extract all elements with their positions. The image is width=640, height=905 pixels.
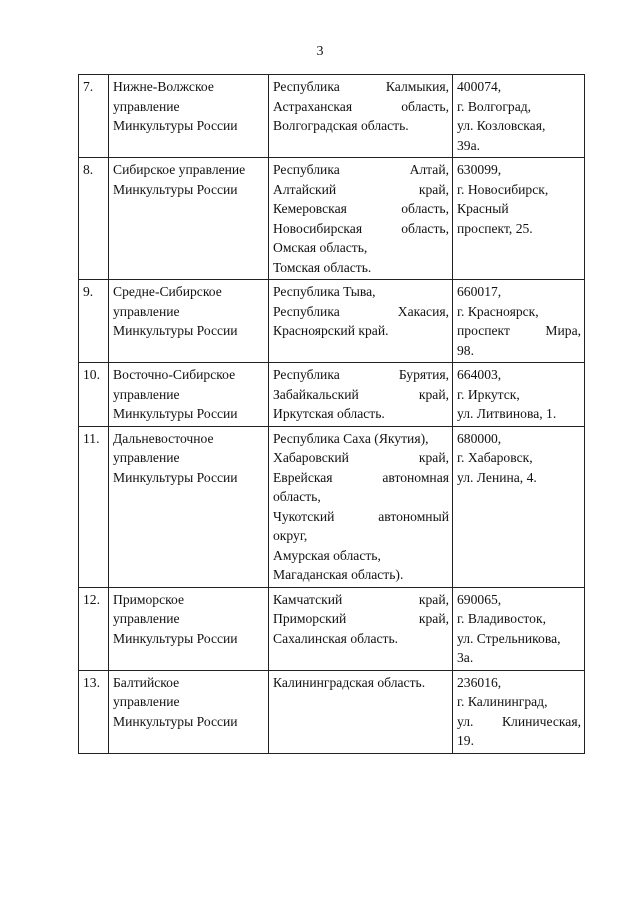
region-line: Хабаровский край, (273, 450, 449, 465)
address-line: 3а. (457, 650, 474, 665)
address-cell (453, 363, 585, 427)
department-name-line: Нижне-Волжское (113, 79, 214, 94)
address-line: 98. (457, 342, 474, 358)
region-line: Амурская область, (273, 547, 381, 563)
region-line: Республика Тыва, (273, 284, 376, 299)
region-line: Чукотский автономный (273, 508, 449, 524)
address-line: г. Калининград, (457, 694, 548, 709)
department-name-line: Средне-Сибирское (113, 284, 222, 299)
region-line: Иркутская область. (273, 406, 385, 421)
region-line: Камчатский край, (273, 591, 449, 607)
department-name (109, 158, 269, 280)
region-line: Калининградская область. (273, 674, 426, 690)
address-line: 400074, (457, 79, 502, 94)
address-cell (453, 75, 585, 158)
department-name-line: Минкультуры России (113, 713, 238, 729)
address-line: проспект Мира, (457, 323, 581, 338)
department-name-line: управление (113, 386, 180, 402)
region-line: Алтайский край, (273, 181, 449, 197)
region-line: Республика Алтай, (273, 162, 449, 177)
table-row (79, 280, 585, 363)
department-name (109, 587, 269, 670)
address-line: ул. Стрельникова, (457, 630, 561, 646)
address-cell (453, 670, 585, 753)
region-line: Волгоградская область. (273, 118, 409, 133)
department-name-line: управление (113, 611, 180, 626)
table-body (79, 75, 585, 754)
regions-cell (269, 670, 453, 753)
department-name (109, 280, 269, 363)
regions-cell (269, 75, 453, 158)
table-row (79, 158, 585, 280)
address-cell (453, 158, 585, 280)
regions-cell (269, 426, 453, 587)
table-row (79, 587, 585, 670)
departments-table (78, 74, 585, 754)
department-name-line: управление (113, 98, 180, 114)
address-line: г. Волгоград, (457, 98, 532, 114)
regions-cell (269, 280, 453, 363)
address-line: ул. Ленина, 4. (457, 469, 537, 485)
row-number: 8. (79, 158, 109, 280)
region-line: Омская область, (273, 240, 368, 255)
region-line: Приморский край, (273, 611, 449, 626)
address-cell (453, 426, 585, 587)
address-line: 690065, (457, 591, 502, 607)
address-line: 236016, (457, 674, 502, 690)
row-number: 7. (79, 75, 109, 158)
address-line: 39а. (457, 137, 481, 153)
address-line: г. Красноярск, (457, 303, 539, 319)
region-line: Республика Калмыкия, (273, 79, 449, 94)
regions-cell (269, 363, 453, 427)
address-line: ул. Литвинова, 1. (457, 406, 557, 421)
department-name (109, 426, 269, 587)
department-name-line: Сибирское управление (113, 162, 246, 177)
address-line: г. Новосибирск, (457, 181, 549, 197)
address-line: Красный (457, 201, 509, 216)
address-line: 664003, (457, 367, 502, 382)
department-name-line: Минкультуры России (113, 630, 238, 646)
region-line: область, (273, 489, 321, 504)
address-cell (453, 587, 585, 670)
address-line: 680000, (457, 430, 502, 446)
address-line: ул. Козловская, (457, 118, 546, 133)
region-line: Забайкальский край, (273, 386, 449, 402)
department-name (109, 75, 269, 158)
row-number: 10. (79, 363, 109, 427)
address-line: 660017, (457, 284, 502, 299)
department-name-line: управление (113, 450, 180, 465)
address-line: 630099, (457, 162, 502, 177)
region-line: Новосибирская область, (273, 220, 449, 236)
row-number: 12. (79, 587, 109, 670)
department-name-line: Балтийское (113, 674, 180, 690)
address-line: г. Владивосток, (457, 611, 546, 626)
table-row (79, 670, 585, 753)
department-name-line: Восточно-Сибирское (113, 367, 236, 382)
regions-cell (269, 587, 453, 670)
region-line: Республика Хакасия, (273, 303, 449, 319)
region-line: Еврейская автономная (273, 469, 449, 485)
region-line: Томская область. (273, 259, 372, 275)
region-line: Магаданская область). (273, 567, 404, 582)
department-name-line: Приморское (113, 591, 185, 607)
page-number: 3 (316, 44, 324, 59)
department-name (109, 670, 269, 753)
address-line: проспект, 25. (457, 220, 533, 236)
department-name (109, 363, 269, 427)
table-row (79, 75, 585, 158)
department-name-line: Дальневосточное (113, 430, 214, 446)
row-number: 9. (79, 280, 109, 363)
region-line: Красноярский край. (273, 323, 389, 338)
region-line: Кемеровская область, (273, 201, 449, 216)
department-name-line: Минкультуры России (113, 118, 238, 133)
row-number: 13. (79, 670, 109, 753)
department-name-line: Минкультуры России (113, 181, 238, 197)
address-line: ул. Клиническая, (457, 713, 581, 729)
address-line: г. Иркутск, (457, 386, 520, 402)
region-line: Республика Саха (Якутия), (273, 430, 429, 446)
region-line: Сахалинская область. (273, 630, 399, 646)
department-name-line: управление (113, 303, 180, 319)
address-cell (453, 280, 585, 363)
department-name-line: Минкультуры России (113, 323, 238, 338)
table-row (79, 363, 585, 427)
department-name-line: управление (113, 694, 180, 709)
region-line: Республика Бурятия, (273, 367, 449, 382)
region-line: Астраханская область, (273, 98, 449, 114)
regions-cell (269, 158, 453, 280)
department-name-line: Минкультуры России (113, 469, 238, 485)
address-line: г. Хабаровск, (457, 450, 533, 465)
row-number: 11. (79, 426, 109, 587)
table-row (79, 426, 585, 587)
address-line: 19. (457, 733, 474, 748)
department-name-line: Минкультуры России (113, 406, 238, 421)
region-line: округ, (273, 528, 308, 543)
